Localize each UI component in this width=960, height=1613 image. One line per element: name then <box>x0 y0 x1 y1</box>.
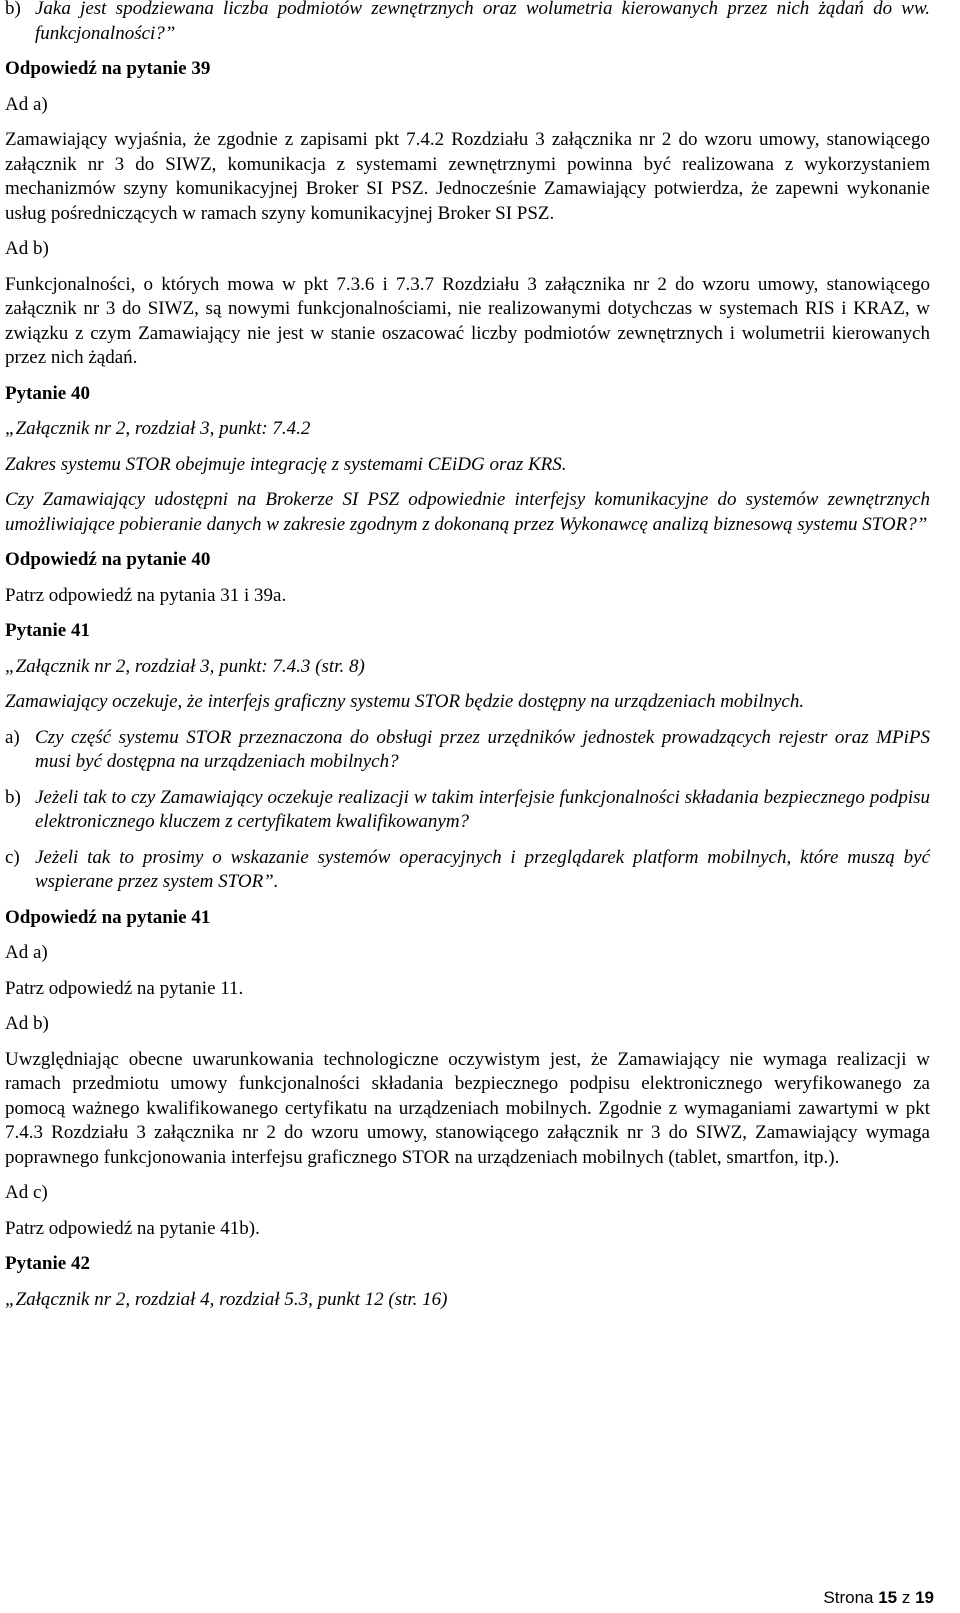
answer-41-text-c: Patrz odpowiedź na pytanie 41b). <box>5 1217 260 1239</box>
question-40-paragraph-1: Zakres systemu STOR obejmuje integrację z systemami CEiDG oraz KRS. <box>5 453 567 475</box>
answer-39-heading: Odpowiedź na pytanie 39 <box>5 58 211 79</box>
answer-41-ad-c: Ad c) <box>5 1182 48 1203</box>
page-number-footer <box>823 1588 934 1608</box>
question-40-reference: „Załącznik nr 2, rozdział 3, punkt: 7.4.2 <box>5 418 311 439</box>
answer-41-heading: Odpowiedź na pytanie 41 <box>5 906 211 928</box>
item-text: Jeżeli tak to prosimy o wskazanie systemów operacyjnych i przeglądarek platform mobilnych, które muszą być wspierane przez system STOR”. <box>35 846 930 892</box>
answer-39-text-b: Funkcjonalności, o których mowa w pkt 7.3.6 i 7.3.7 Rozdziału 3 załącznika nr 2 do wzoru umowy, stanowiącego załącznik nr 3 do SIWZ, są nowymi funkcjonalnościami, nie realizowanymi dotychczas w systemach RIS i KRAZ, w związku z czym Zamawiający nie jest w stanie oszacować liczby podmiotów zewnętrznych i wolumetrii kierowanych przez nich żądań. <box>5 273 930 368</box>
answer-41-ad-b: Ad b) <box>5 1013 49 1034</box>
question-40-paragraph-2: Czy Zamawiający udostępni na Brokerze SI PSZ odpowiednie interfejsy komunikacyjne do systemów zewnętrznych umożliwiające pobieranie danych w zakresie zgodnym z dokonaną przez Wykonawcę analizą biznesową systemu STOR?” <box>5 489 930 535</box>
answer-41-text-b: Uwzględniając obecne uwarunkowania technologiczne oczywistym jest, że Zamawiający nie wymaga realizacji w ramach przedmiotu umowy funkcjonalności składania bezpiecznego podpisu elektronicznego weryfikowanego za pomocą ważnego kwalifikowanego certyfikatu na urządzeniach mobilnych. Zgodnie z wymaganiami zawartymi w pkt 7.4.3 Rozdziału 3 załącznika nr 2 do wzoru umowy, stanowiącego załącznik nr 3 do SIWZ, Zamawiający wymaga poprawnego funkcjonowania interfejsu graficznego STOR na urządzeniach mobilnych (tablet, smartfon, itp.). <box>5 1048 930 1168</box>
answer-39-ad-b: Ad b) <box>5 238 49 259</box>
footer-prefix: Strona <box>823 1588 879 1607</box>
question-42-heading: Pytanie 42 <box>5 1253 90 1274</box>
answer-39-ad-a: Ad a) <box>5 93 48 115</box>
footer-separator: z <box>897 1588 916 1607</box>
question-41-reference: „Załącznik nr 2, rozdział 3, punkt: 7.4.3 (str. 8) <box>5 655 365 677</box>
item-label: b) <box>5 786 21 808</box>
total-pages-number: 19 <box>915 1588 934 1607</box>
item-label: c) <box>5 846 20 868</box>
item-text: Jeżeli tak to czy Zamawiający oczekuje realizacji w takim interfejsie funkcjonalności składania bezpiecznego podpisu elektronicznego kluczem z certyfikatem kwalifikowanym? <box>35 786 930 832</box>
item-label: a) <box>5 726 20 748</box>
question-41-item-b <box>5 786 930 835</box>
document-page <box>5 0 930 1312</box>
current-page-number: 15 <box>878 1588 898 1607</box>
item-text: Czy część systemu STOR przeznaczona do obsługi przez urzędników jednostek prowadzących rejestr oraz MPiPS musi być dostępna na urządzeniach mobilnych? <box>35 726 930 772</box>
answer-41-ad-a: Ad a) <box>5 942 48 963</box>
answer-41-text-a: Patrz odpowiedź na pytanie 11. <box>5 977 244 999</box>
item-label: b) <box>5 0 21 19</box>
answer-40-text: Patrz odpowiedź na pytania 31 i 39a. <box>5 584 287 606</box>
question-42-reference: „Załącznik nr 2, rozdział 4, rozdział 5.3, punkt 12 (str. 16) <box>5 1288 448 1310</box>
question-40-heading: Pytanie 40 <box>5 382 90 404</box>
question-41-item-c <box>5 846 930 895</box>
item-text: Jaka jest spodziewana liczba podmiotów zewnętrznych oraz wolumetria kierowanych przez nich żądań do ww. funkcjonalności?” <box>35 0 930 44</box>
answer-40-heading: Odpowiedź na pytanie 40 <box>5 549 211 570</box>
question-41-heading: Pytanie 41 <box>5 620 90 641</box>
question-41-intro: Zamawiający oczekuje, że interfejs graficzny systemu STOR będzie dostępny na urządzeniach mobilnych. <box>5 691 805 712</box>
question-39-item-b <box>5 0 930 46</box>
question-41-item-a <box>5 726 930 775</box>
answer-39-text-a: Zamawiający wyjaśnia, że zgodnie z zapisami pkt 7.4.2 Rozdziału 3 załącznika nr 2 do wzoru umowy, stanowiącego załącznik nr 3 do SIWZ, komunikacja z systemami zewnętrznymi powinna być realizowana z wykorzystaniem mechanizmów szyny komunikacyjnej Broker SI PSZ. Jednocześnie Zamawiający potwierdza, że zapewni wykonanie usług pośredniczących w ramach szyny komunikacyjnej Broker SI PSZ. <box>5 129 930 224</box>
